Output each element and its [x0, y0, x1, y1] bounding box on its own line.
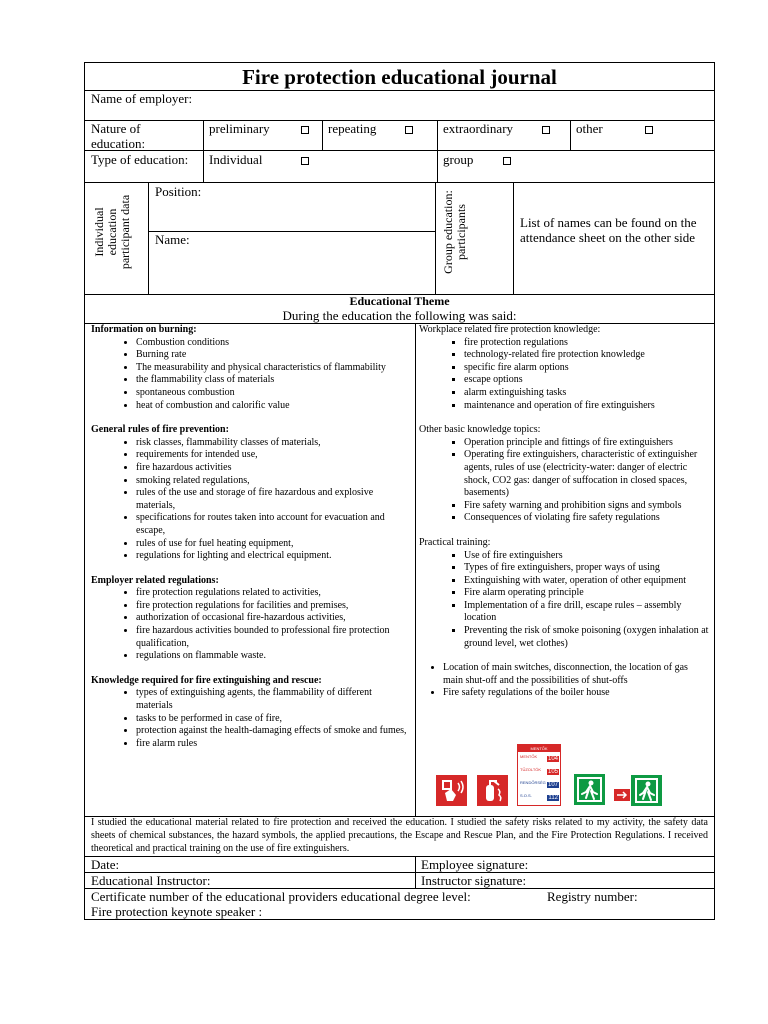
position-label: Position:	[155, 184, 202, 199]
section-heading: Practical training:	[419, 536, 491, 548]
emergency-label: RENDŐRSÉG	[520, 780, 546, 785]
emergency-numbers-sign	[517, 744, 561, 806]
list-item: • heat of combustion and calorific value	[136, 400, 409, 413]
list-item: • Burning rate	[136, 349, 409, 362]
list-item: • specifications for routes taken into account for evacuation and escape,	[136, 512, 409, 537]
statement-text: I studied the educational material related to fire protection and received the education. I studied the safety risks related to my activity, the safety data sheets of chemical substances, the hazard symbols, the applied precautions, the Escape and Rescue Plan, and the Fire Protection Regulations. I received theoretical and practical training on the use of fire extinguishers.	[91, 817, 708, 854]
emergency-label: TŰZOLTÓK	[520, 767, 542, 772]
list-item: • regulations for lighting and electrical equipment.	[136, 550, 409, 563]
option-label: extraordinary	[443, 121, 514, 136]
divider	[85, 856, 714, 857]
list-item: ▪ Fire alarm operating principle	[464, 587, 709, 600]
emergency-number: 112	[548, 795, 558, 801]
list-item: ▪ Implementation of a fire drill, escape rules – assembly location	[464, 600, 709, 625]
nature-option-preliminary[interactable]	[209, 121, 270, 136]
nature-option-repeating[interactable]	[328, 121, 376, 136]
divider	[415, 323, 416, 816]
individual-side-label: Individual education participant data	[92, 194, 132, 270]
journal-form	[84, 62, 715, 920]
option-label: preliminary	[209, 121, 270, 136]
type-option-individual[interactable]	[209, 152, 262, 167]
theme-heading: Educational Theme	[349, 294, 450, 308]
checkbox-preliminary[interactable]	[297, 121, 309, 139]
checkbox-group[interactable]	[499, 152, 511, 170]
list-item: • fire alarm rules	[136, 738, 409, 751]
list-item: • requirements for intended use,	[136, 449, 409, 462]
list-item: • authorization of occasional fire-hazardous activities,	[136, 612, 409, 625]
right-topics	[419, 324, 709, 700]
option-label: other	[576, 121, 603, 136]
fire-extinguisher-sign-icon	[477, 775, 508, 806]
theme-subheading: During the education the following was said:	[282, 308, 517, 323]
list-item: ▪ alarm extinguishing tasks	[464, 387, 709, 400]
emergency-label: MENTŐK	[520, 754, 538, 759]
emergency-label: S.O.S.	[520, 793, 532, 798]
list-item: • rules of use for fuel heating equipment,	[136, 538, 409, 551]
type-option-group[interactable]	[443, 152, 473, 167]
divider	[148, 182, 149, 294]
list-item: • Combustion conditions	[136, 337, 409, 350]
page-title: Fire protection educational journal	[242, 65, 557, 89]
list-item: • types of extinguishing agents, the flammability of different materials	[136, 687, 409, 712]
checkbox-individual[interactable]	[297, 152, 309, 170]
list-item: • regulations on flammable waste.	[136, 650, 409, 663]
list-item: • smoking related regulations,	[136, 475, 409, 488]
list-item: • Location of main switches, disconnection, the location of gas main shut-off and the possibilities of shut-offs	[443, 662, 709, 687]
list-item: ▪ specific fire alarm options	[464, 362, 709, 375]
section-heading: Employer related regulations:	[91, 574, 219, 586]
list-item: • protection against the health-damaging effects of smoke and fumes,	[136, 725, 409, 738]
instructor-label: Educational Instructor:	[91, 873, 211, 888]
divider	[437, 120, 438, 182]
section-heading: Other basic knowledge topics:	[419, 424, 541, 436]
list-item: ▪ fire protection regulations	[464, 337, 709, 350]
list-item: ▪ Fire safety warning and prohibition signs and symbols	[464, 500, 709, 513]
type-label: Type of education:	[91, 152, 189, 167]
divider	[435, 182, 436, 294]
section-heading: General rules of fire prevention:	[91, 424, 229, 436]
list-item: • The measurability and physical characteristics of flammability	[136, 362, 409, 375]
checkbox-repeating[interactable]	[401, 121, 413, 139]
emergency-number: 104	[547, 756, 558, 762]
list-item: • spontaneous combustion	[136, 387, 409, 400]
group-side-label: Group education: participants	[441, 190, 468, 274]
list-item: ▪ Types of fire extinguishers, proper ways of using	[464, 562, 709, 575]
divider	[513, 182, 514, 294]
list-item: ▪ Use of fire extinguishers	[464, 550, 709, 563]
divider	[85, 150, 714, 151]
divider	[148, 231, 435, 232]
date-label: Date:	[91, 857, 120, 872]
divider	[570, 120, 571, 150]
emergency-row	[518, 752, 560, 765]
nature-option-extraordinary[interactable]	[443, 121, 513, 136]
list-item: • fire protection regulations related to activities,	[136, 587, 409, 600]
emergency-exit-sign-icon	[574, 774, 605, 805]
list-item: • Fire safety regulations of the boiler house	[443, 687, 709, 700]
nature-label: Nature of education:	[91, 121, 146, 151]
section-heading: Information on burning:	[91, 324, 197, 335]
emergency-row	[518, 778, 560, 791]
emergency-number: 105	[547, 769, 558, 775]
emergency-number: 107	[547, 782, 558, 788]
registry-label: Registry number:	[547, 889, 638, 904]
list-item: • the flammability class of materials	[136, 374, 409, 387]
list-item: • risk classes, flammability classes of materials,	[136, 437, 409, 450]
certificate-label: Certificate number of the educational providers educational degree level:	[91, 889, 471, 904]
checkbox-extraordinary[interactable]	[538, 121, 550, 139]
section-heading: Workplace related fire protection knowledge:	[419, 324, 601, 335]
list-item: • fire hazardous activities	[136, 462, 409, 475]
emergency-row	[518, 765, 560, 778]
list-item: ▪ Preventing the risk of smoke poisoning (oxygen inhalation at ground level, wet clothes)	[464, 625, 709, 650]
name-label: Name:	[155, 232, 190, 247]
option-label: repeating	[328, 121, 377, 136]
instructor-signature-label: Instructor signature:	[421, 873, 527, 888]
fire-alarm-sign-icon	[436, 775, 467, 806]
list-item: ▪ Operation principle and fittings of fire extinguishers	[464, 437, 709, 450]
list-item: • fire hazardous activities bounded to professional fire protection qualification,	[136, 625, 409, 650]
employer-label: Name of employer:	[91, 91, 193, 106]
left-topics	[91, 324, 409, 750]
list-item: • rules of the use and storage of fire hazardous and explosive materials,	[136, 487, 409, 512]
divider	[203, 120, 204, 182]
list-item: ▪ escape options	[464, 374, 709, 387]
emergency-row	[518, 791, 560, 804]
option-label: Individual	[209, 152, 263, 167]
nature-option-other[interactable]	[576, 121, 603, 136]
section-heading: Knowledge required for fire extinguishing and rescue:	[91, 674, 322, 686]
keynote-speaker-label: Fire protection keynote speaker :	[91, 904, 263, 919]
list-item: • fire protection regulations for facilities and premises,	[136, 600, 409, 613]
divider	[322, 120, 323, 150]
employee-signature-label: Employee signature:	[421, 857, 529, 872]
option-label: group	[443, 152, 474, 167]
list-item: ▪ maintenance and operation of fire extinguishers	[464, 400, 709, 413]
list-item: ▪ Extinguishing with water, operation of other equipment	[464, 575, 709, 588]
divider	[85, 182, 714, 183]
list-item: ▪ Operating fire extinguishers, characteristic of extinguisher agents, rules of use (electricity-water: danger of electric shock, CO2 gas: danger of suffocation in closed spaces, basements)	[464, 449, 709, 499]
list-item: ▪ technology-related fire protection knowledge	[464, 349, 709, 362]
list-item: • tasks to be performed in case of fire,	[136, 713, 409, 726]
group-note: List of names can be found on the attendance sheet on the other side	[520, 215, 697, 245]
list-item: ▪ Consequences of violating fire safety regulations	[464, 512, 709, 525]
emergency-sign-header: MENTŐK	[518, 745, 560, 752]
checkbox-other[interactable]	[641, 121, 653, 139]
exit-direction-sign-icon	[614, 775, 662, 806]
